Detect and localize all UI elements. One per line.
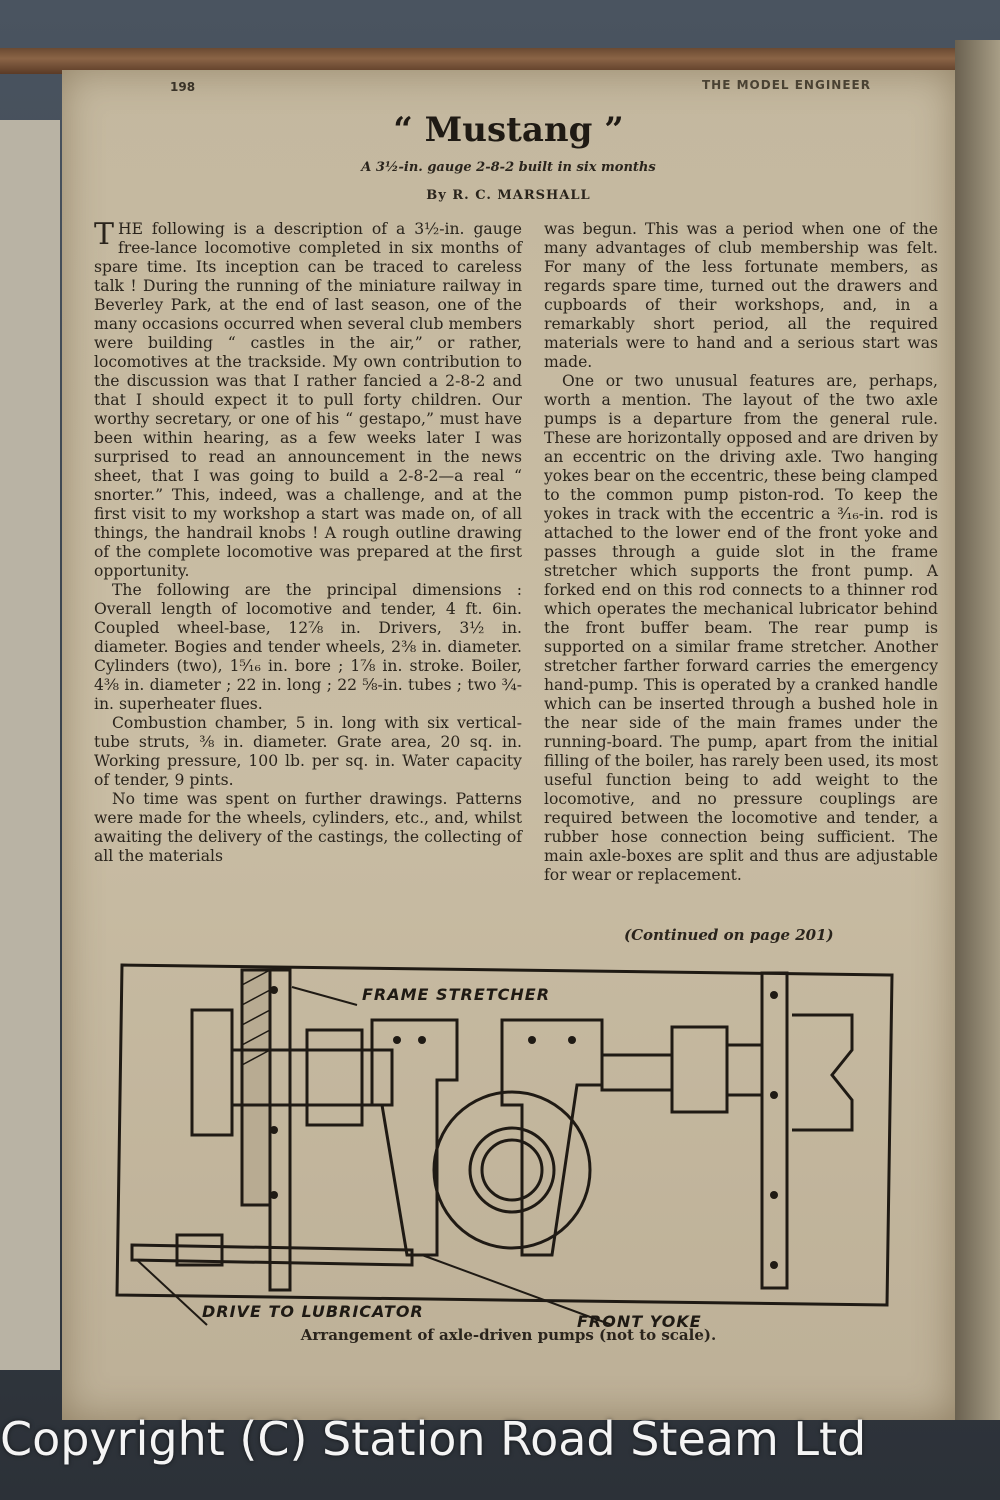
pump-diagram bbox=[92, 955, 932, 1335]
article-byline: By R. C. MARSHALL bbox=[426, 188, 591, 203]
text-column-1 bbox=[94, 217, 522, 866]
paragraph: One or two unusual features are, perhaps, worth a mention. The layout of the two axle pumps is a departure from the general rule. These are horizontally opposed and are driven by an eccentric on the driving axle. Two hanging yokes bear on the eccentric, these being clamped to the common pump piston-rod. To keep the yokes in track with the eccentric a ³⁄₁₆-in. rod is attached to the lower end of the front yoke and passes through a guide slot in the frame stretcher which supports the front pump. A forked end on this rod connects to a thinner rod which operates the mechanical lubricator behind the front buffer beam. The rear pump is supported on a similar frame stretcher. Another stretcher farther forward carries the emergency hand-pump. This is operated by a cranked handle which can be inserted through a bushed hole in the near side of the main frames under the running-board. The pump, apart from the initial filling of the boiler, has rarely been used, its most useful function being to add weight to the locomotive, and no pressure couplings are required between the locomotive and tender, a rubber hose connection being sufficient. The main axle-boxes are split and thus are adjustable for wear or replacement. bbox=[544, 372, 938, 884]
label-frame-stretcher: FRAME STRETCHER bbox=[362, 985, 551, 1004]
figure-caption: Arrangement of axle-driven pumps (not to scale). bbox=[300, 1326, 717, 1344]
magazine-page bbox=[62, 70, 955, 1420]
article-title: “ Mustang ” bbox=[393, 110, 624, 150]
copyright-watermark: Copyright (C) Station Road Steam Ltd bbox=[0, 1412, 867, 1466]
journal-name: THE MODEL ENGINEER bbox=[702, 78, 871, 92]
paragraph: was begun. This was a period when one of the many advantages of club membership was felt. For many of the less fortunate members, as regards spare time, turned out the drawers and cupboards of their workshops, and, in a remarkably short period, all the required materials were to hand and a serious start was made. bbox=[544, 220, 938, 371]
paragraph: The following are the principal dimensions : Overall length of locomotive and tender, 4 ft. 6in. Coupled wheel-base, 12⅞ in. Drivers, 3½ in. diameter. Bogies and tender wheels, 2⅜ in. diameter. Cylinders (two), 1⁵⁄₁₆ in. bore ; 1⅞ in. stroke. Boiler, 4⅜ in. diameter ; 22 in. long ; 22 ⅝-in. tubes ; two ¾-in. superheater flues. bbox=[94, 581, 522, 713]
continued-note: (Continued on page 201) bbox=[624, 926, 834, 944]
running-head bbox=[62, 78, 955, 98]
page-number: 198 bbox=[170, 80, 196, 94]
paragraph: No time was spent on further drawings. Patterns were made for the wheels, cylinders, etc., and, whilst awaiting the delivery of the castings, the collecting of all the materials bbox=[94, 790, 522, 865]
paragraph: Combustion chamber, 5 in. long with six vertical-tube struts, ⅜ in. diameter. Grate area, 20 sq. in. Working pressure, 100 lb. per sq. in. Water capacity of tender, 9 pints. bbox=[94, 714, 522, 789]
label-front-yoke: FRONT YOKE bbox=[577, 1312, 702, 1331]
left-page-edge bbox=[0, 120, 60, 1370]
paragraph: THE following is a description of a 3½-in. gauge free-lance locomotive completed in six months of spare time. Its inception can be traced to careless talk ! During the running of the miniature railway in Beverley Park, at the end of last season, one of the many occasions occurred when several club members were building “ castles in the air,” or rather, locomotives at the trackside. My own contribution to the discussion was that I rather fancied a 2-8-2 and that I should expect it to pull forty children. Our worthy secretary, or one of his “ gestapo,” must have been within hearing, as a few weeks later I was surprised to read an announcement in the news sheet, that I was going to build a 2-8-2—a real “ snorter.” This, indeed, was a challenge, and at the first visit to my workshop a start was made on, of all things, the handrail knobs ! A rough outline drawing of the complete locomotive was prepared at the first opportunity. bbox=[94, 217, 522, 580]
label-drive-to-lubricator: DRIVE TO LUBRICATOR bbox=[202, 1302, 424, 1321]
text-column-2 bbox=[544, 220, 938, 885]
article-subtitle: A 3½-in. gauge 2-8-2 built in six months bbox=[361, 160, 656, 175]
right-page-edge bbox=[955, 40, 1000, 1420]
drop-cap: T bbox=[94, 217, 115, 252]
